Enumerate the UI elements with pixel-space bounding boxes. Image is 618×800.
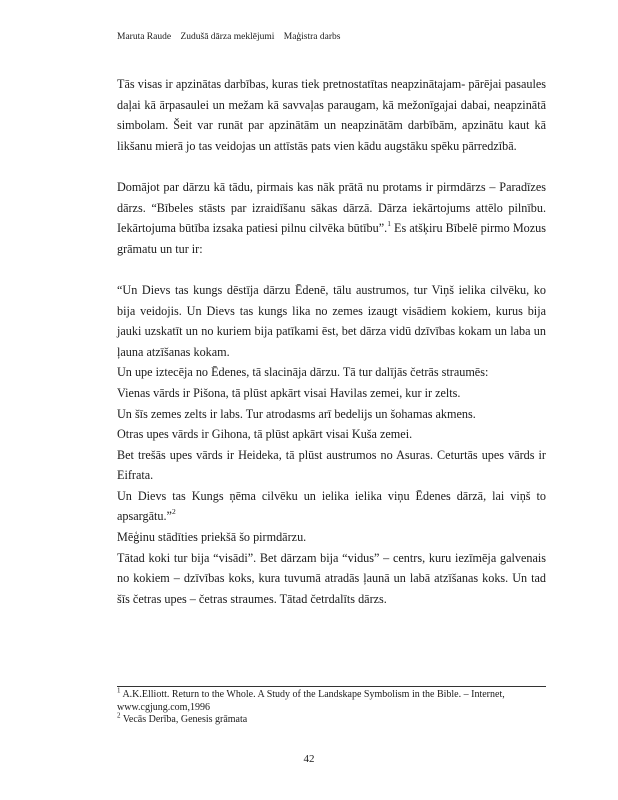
header-title: Zudušā dārza meklējumi: [180, 32, 275, 42]
footnote-ref-1[interactable]: 1: [387, 219, 391, 229]
paragraph-pishon: Vienas vārds ir Pišona, tā plūst apkārt visai Havilas zemei, kur ir zelts.: [117, 385, 461, 400]
paragraph-intro: Tās visas ir apzinātas darbības, kuras tiek pretnostatītas neapzinātajam- pārējai pasaules daļai kā ārpasaulei un mežam kā savvaļas paraugam, kā mežonīgajai dabai, neapzinātā simbolam. Šeit var runāt par apzinātām un neapzinātām darbībām, apzinātu kaut kā likšanu mierā jo tas veidojas un attīstās pats vien kādu augstāku spēku pārredzībā.: [117, 77, 546, 153]
footnote-text: Vecās Derība, Genesis grāmata: [120, 714, 248, 725]
footnote-mark: 1: [117, 686, 121, 695]
body-text: [117, 74, 546, 609]
paragraph-heideka: Bet trešās upes vārds ir Heideka, tā plūst austrumos no Asuras. Ceturtās upes vārds ir Eifrata.: [117, 447, 546, 483]
header-type: Maģistra darbs: [283, 32, 341, 42]
running-header: [117, 32, 347, 42]
paragraph-quote-start: “Un Dievs tas kungs dēstīja dārzu Ēdenē, tālu austrumos, tur Viņš ielika cilvēku, ko bija veidojis. Un Dievs tas kungs lika no zemes izaugt visādiem kokiem, kurus bija jauki uzskatīt un no kuriem bija patīkami ēst, bet dārza vidū dzīvības kokam un laba un ļauna atzīšanas kokam.: [117, 282, 546, 359]
paragraph-river: Un upe iztecēja no Ēdenes, tā slacināja dārzu. Tā tur dalījās četrās straumēs:: [117, 365, 489, 380]
footnote-text: A.K.Elliott. Return to the Whole. A Study of the Landskape Symbolism in the Bible. – Internet, www.cgjung.com,1996: [117, 689, 505, 713]
paragraph-conclusion: Tātad koki tur bija “visādi”. Bet dārzam bija “vidus” – centrs, kuru iezīmēja galvenais no kokiem – dzīvības koks, kura tuvumā atradās ļaunā un labā atzīšanas koks. Un tad šīs četras upes – četras straumes. Tātad četrdalīts dārzs.: [117, 550, 546, 606]
footnote-2: [117, 711, 546, 727]
footnotes: [117, 686, 546, 727]
paragraph-imagine: Mēģinu stādīties priekšā šo pirmdārzu.: [117, 530, 307, 545]
paragraph-gold: Un šīs zemes zelts ir labs. Tur atrodasms arī bedelijs un šohamas akmens.: [117, 406, 476, 421]
page-number: 42: [303, 753, 315, 765]
footnote-mark: 2: [117, 711, 121, 720]
header-author: Maruta Raude: [117, 32, 172, 42]
footnote-divider: [117, 686, 546, 687]
paragraph-gihon: Otras upes vārds ir Gihona, tā plūst apkārt visai Kuša zemei.: [117, 427, 413, 442]
paragraph-garden: Domājot par dārzu kā tādu, pirmais kas nāk prātā nu protams ir pirmdārzs – Paradīzes dārzs. “Bībeles stāsts par izraidīšanu sākas dārzā. Dārza iekārtojums attēlo pilnību. Iekārtojuma būtība izsaka patiesi pilnu cilvēka būtību”.$^1$ Es atšķiru Bībelē pirmo Mozus grāmatu un tur ir:: [117, 179, 547, 256]
paragraph-eden: Un Dievs tas Kungs ņēma cilvēku un ielika ielika viņu Ēdenes dārzā, lai viņš to apsargātu.”$^2$: [117, 488, 546, 524]
footnote-ref-2[interactable]: 2: [171, 507, 176, 517]
footnote-1: [117, 686, 546, 714]
